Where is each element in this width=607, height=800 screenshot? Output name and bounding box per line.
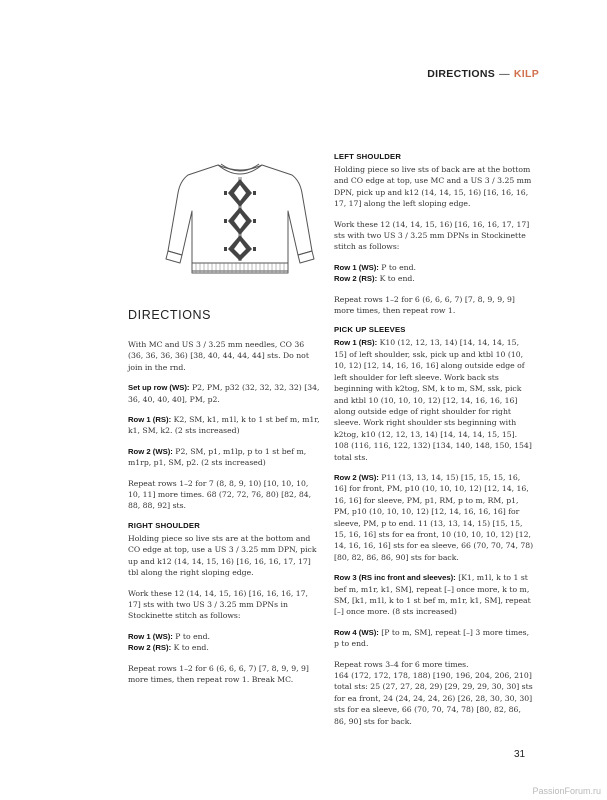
ls-row-2-text: K to end.: [377, 274, 415, 284]
ls-row-1-text: P to end.: [378, 262, 416, 272]
right-column: [334, 152, 534, 736]
watermark: PassionForum.ru: [532, 786, 601, 796]
sweater-icon: [160, 153, 320, 283]
right-shoulder-heading: RIGHT SHOULDER: [128, 520, 200, 530]
header-dash: —: [499, 68, 510, 80]
setup-row-label: Set up row (WS):: [128, 383, 190, 393]
sleeves-row-3: [334, 572, 534, 618]
left-shoulder-heading: LEFT SHOULDER: [334, 152, 402, 161]
rs-row-1-label: Row 1 (WS):: [128, 631, 173, 641]
page-number: 31: [514, 749, 526, 760]
header-pattern-name: KILP: [513, 68, 539, 80]
left-shoulder-row-1: [334, 262, 534, 273]
cast-on-paragraph: With MC and US 3 / 3.25 mm needles, CO 36 (36, 36, 36, 36) [38, 40, 44, 44, 44] sts. Do not join in the rnd.: [128, 340, 309, 372]
ls-row-1-label: Row 1 (WS):: [334, 262, 379, 272]
row-2: [128, 446, 320, 469]
sl-row-1-label: Row 1 (RS):: [334, 338, 378, 348]
row-1-text: K2, SM, k1, m1l, k to 1 st bef m, m1r, k1, SM, k2. (2 sts increased): [128, 415, 320, 436]
setup-row: [128, 382, 320, 405]
sl-row-1-text: K10 (12, 12, 13, 14) [14, 14, 14, 15, 15] of left shoulder, ssk, pick up and ktbl 10 (10, 10, 12) [12, 14, 16, 16, 16] along outside edge of left shoulder for left sleeve. Work back sts beginning with k2tog, SM, k to m, SM, ssk, pick and ktbl 10 (10, 10, 10, 12) [12, 14, 16, 16, 16] along outside edge of right shoulder for right sleeve. Work right shoulder sts beginning with k2tog, k10 (12, 12, 13, 14) [14, 14, 14, 15, 15]. 108 (116, 116, 122, 132) [134, 140, 148, 150, 154] total sts.: [334, 338, 532, 462]
right-shoulder-row-1: [128, 631, 320, 642]
left-shoulder-work: Work these 12 (14, 14, 15, 16) [16, 16, 16, 17, 17] sts with two US 3 / 3.25 mm DPNs in Stockinette stitch as follows:: [334, 219, 530, 252]
header-section: DIRECTIONS: [427, 68, 496, 80]
pick-up-sleeves-heading: PICK UP SLEEVES: [334, 325, 406, 335]
sleeves-row-2: [334, 472, 534, 563]
rs-row-2-text: K to end.: [171, 643, 209, 653]
sleeves-repeat: Repeat rows 3–4 for 6 more times.: [334, 659, 469, 669]
directions-heading: DIRECTIONS: [128, 308, 212, 322]
repeat-paragraph: Repeat rows 1–2 for 7 (8, 8, 9, 10) [10, 10, 10, 10, 11] more times. 68 (72, 72, 76, 80) [82, 84, 88, 88, 92] sts.: [128, 478, 312, 511]
sl-row-3-label: Row 3 (RS inc front and sleeves):: [334, 573, 456, 583]
row-2-label: Row 2 (WS):: [128, 446, 173, 456]
left-shoulder-row-2: [334, 273, 534, 284]
ls-row-2-label: Row 2 (RS):: [334, 274, 378, 284]
sleeves-row-1: [334, 337, 534, 462]
sl-row-4-label: Row 4 (WS):: [334, 627, 379, 637]
left-column: [128, 308, 320, 694]
setup-row-text: P2, PM, p32 (32, 32, 32, 32) [34, 36, 40, 40, 40], PM, p2.: [128, 383, 320, 404]
row-1: [128, 414, 320, 437]
sl-row-2-text: P11 (13, 13, 14, 15) [15, 15, 15, 16, 16] for front, PM, p10 (10, 10, 10, 12) [12, 14, 16, 16, 16] for sleeve, PM, p1, RM, p to m, RM, p1, PM, p10 (10, 10, 10, 12) [12, 14, 16, 16, 16] for sleeve, PM, p to end. 11 (13, 13, 14, 15) [15, 15, 15, 16, 16] sts for ea front, 10 (10, 10, 10, 12) [12, 14, 16, 16, 16] sts for ea sleeve, 66 (70, 70, 74, 78) [80, 82, 86, 86, 90] sts for back.: [334, 472, 534, 562]
sleeves-row-4: [334, 627, 534, 650]
left-shoulder-intro: Holding piece so live sts of back are at the bottom and CO edge at top, use MC and a US 3 / 3.25 mm DPN, pick up and k12 (14, 14, 15, 16) [16, 16, 16, 17, 17] along the left sloping edge.: [334, 165, 532, 209]
running-header: [427, 68, 539, 80]
rs-row-1-text: P to end.: [172, 631, 210, 641]
right-shoulder-intro: Holding piece so live sts are at the bottom and CO edge at top, use a US 3 / 3.25 mm DPN, pick up and k12 (14, 14, 15, 16) [16, 16, 16, 17, 17] tbl along the right sloping edge.: [128, 533, 317, 578]
left-shoulder-repeat: Repeat rows 1–2 for 6 (6, 6, 6, 7) [7, 8, 9, 9, 9] more times, then repeat row 1.: [334, 294, 515, 316]
right-shoulder-row-2: [128, 642, 320, 653]
sl-row-3-text: [K1, m1l, k to 1 st bef m, m1r, k1, SM], repeat [–] once more, k to m, SM, [k1, m1l, k to 1 st bef m, m1r, k1, SM], repeat [–] once more. (8 sts increased): [334, 573, 531, 617]
sl-row-2-label: Row 2 (WS):: [334, 472, 379, 482]
sleeves-totals: 164 (172, 172, 178, 188) [190, 196, 204, 206, 210] total sts: 25 (27, 27, 28, 29) [29, 29, 29, 30, 30] sts for ea front, 24 (24, 24, 24, 26) [26, 28, 30, 30, 30] sts for ea sleeve, 66 (70, 70, 74, 78) [80, 82, 86, 86, 90] sts for back.: [334, 671, 533, 726]
rs-row-2-label: Row 2 (RS):: [128, 643, 172, 653]
row-1-label: Row 1 (RS):: [128, 415, 172, 425]
row-2-text: P2, SM, p1, m1lp, p to 1 st bef m, m1rp, p1, SM, p2. (2 sts increased): [128, 446, 307, 468]
right-shoulder-work: Work these 12 (14, 14, 15, 16) [16, 16, 16, 17, 17] sts with two US 3 / 3.25 mm DPNs in Stockinette stitch as follows:: [128, 588, 309, 621]
right-shoulder-repeat: Repeat rows 1–2 for 6 (6, 6, 6, 7) [7, 8, 9, 9, 9] more times, then repeat row 1. Break MC.: [128, 663, 309, 684]
sl-row-4-text: [P to m, SM], repeat [–] 3 more times, p to end.: [334, 627, 530, 649]
